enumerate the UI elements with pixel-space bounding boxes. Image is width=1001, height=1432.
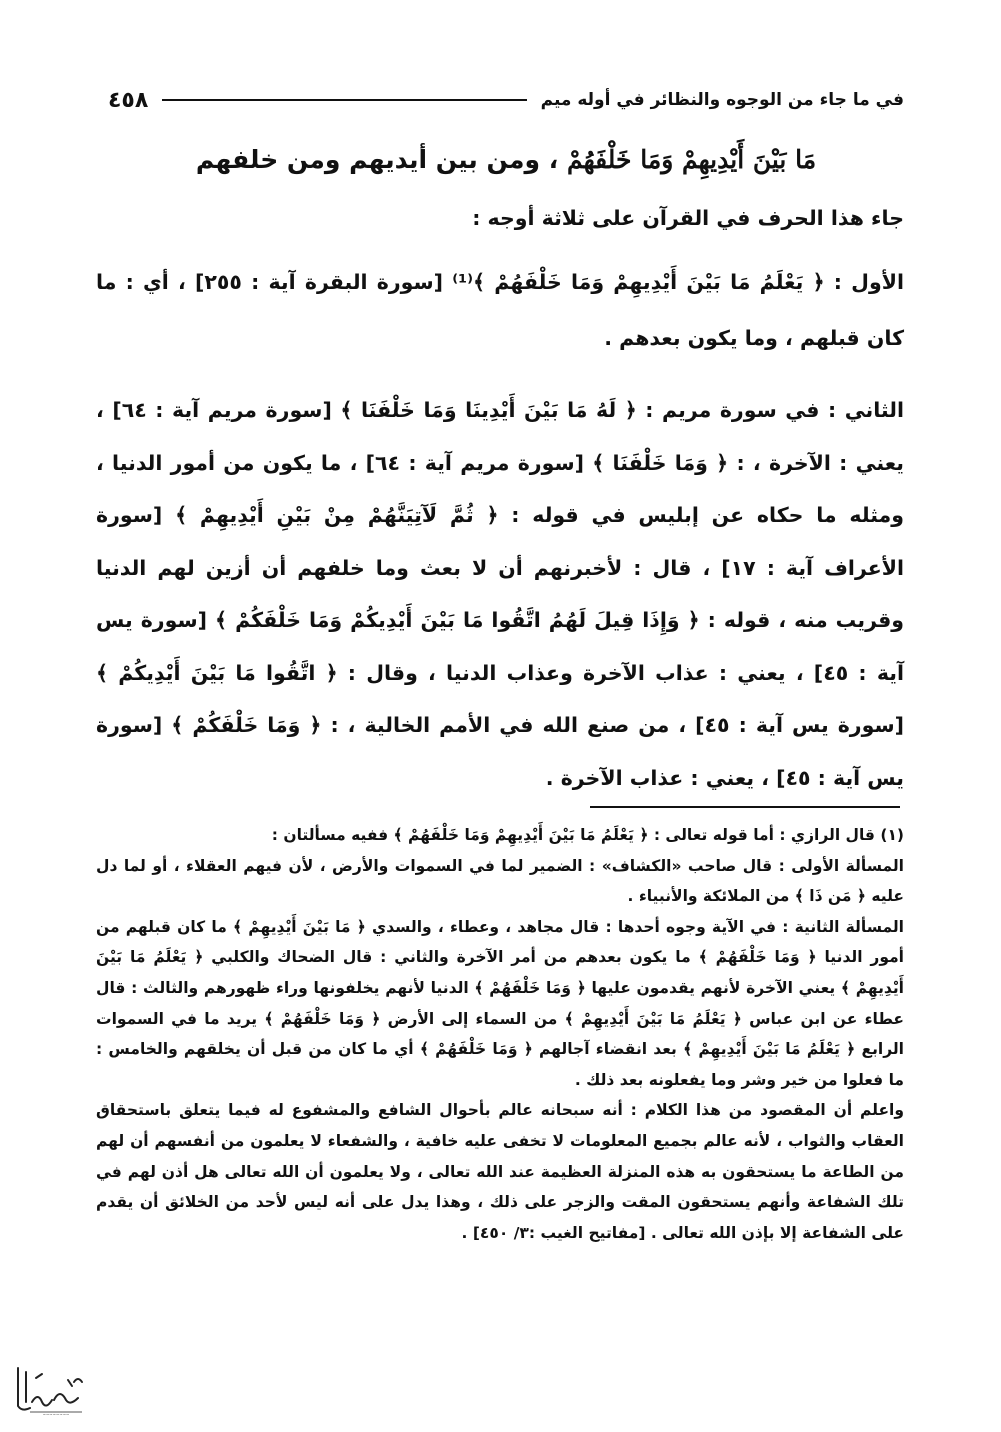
footnotes — [96, 820, 904, 1248]
main-text — [96, 196, 904, 804]
footnote-line: المسألة الثانية : في الآية وجوه أحدها : قال مجاهد ، وعطاء ، والسدي ﴿ مَا بَيْنَ أَيْدِيهِمْ ﴾ ما كان قبلهم من أمور الدنيا ﴿ وَمَا خَلْفَهُمْ ﴾ ما يكون بعدهم من أمر الآخرة والثاني : قال الضحاك والكلبي ﴿ يَعْلَمُ مَا بَيْنَ أَيْدِيهِمْ ﴾ يعني الآخرة لأنهم يقدمون عليها ﴿ وَمَا خَلْفَهُمْ ﴾ الدنيا لأنهم يخلفونها وراء ظهورهم والثالث : قال عطاء عن ابن عباس ﴿ يَعْلَمُ مَا بَيْنَ أَيْدِيهِمْ ﴾ من السماء إلى الأرض ﴿ وَمَا خَلْفَهُمْ ﴾ يريد ما في السموات الرابع ﴿ يَعْلَمُ مَا بَيْنَ أَيْدِيهِمْ ﴾ بعد انقضاء آجالهم ﴿ وَمَا خَلْفَهُمْ ﴾ أي ما كان من قبل أن يخلقهم والخامس : ما فعلوا من خير وشر وما يفعلونه بعد ذلك . — [96, 917, 904, 1089]
footnote-line: المسألة الأولى : قال صاحب «الكشاف» : الضمير لما في السموات والأرض ، لأن فيهم العقلاء ، أو لما دل عليه ﴿ مَن ذَا ﴾ من الملائكة والأنبياء . — [96, 856, 904, 906]
footnote-line: واعلم أن المقصود من هذا الكلام : أنه سبحانه عالم بأحوال الشافع والمشفوع له فيما يتعلق باستحقاق العقاب والثواب ، لأنه عالم بجميع المعلومات لا تخفى عليه خافية ، والشفعاء لا يعلمون من أنفسهم أن لهم من الطاعة ما يستحقون به هذه المنزلة العظيمة عند الله تعالى ، ولا يعلمون أن الله تعالى هل أذن لهم في تلك الشفاعة وأنهم يستحقون المقت والزجر على ذلك ، وهذا يدل على أنه ليس لأحد من الخلائق أن يقدم على الشفاعة إلا بإذن الله تعالى . [مفاتيح الغيب :٣/ ٤٥٠] . — [96, 1101, 904, 1242]
running-header-title: في ما جاء من الوجوه والنظائر في أوله ميم — [540, 90, 904, 110]
footnote-line: (١) قال الرازي : أما قوله تعالى : ﴿ يَعْلَمُ مَا بَيْنَ أَيْدِيهِمْ وَمَا خَلْفَهُمْ ﴾ ففيه مسألتان : — [271, 826, 904, 844]
intro-line: جاء هذا الحرف في القرآن على ثلاثة أوجه : — [472, 206, 904, 230]
header-rule — [162, 99, 526, 101]
section-heading — [108, 138, 904, 182]
watermark-logo — [8, 1362, 90, 1418]
running-header — [108, 86, 904, 114]
page-number: ٤٥٨ — [108, 87, 149, 113]
paragraph-second-meaning: الثاني : في سورة مريم : ﴿ لَهُ مَا بَيْنَ أَيْدِينَا وَمَا خَلْفَنَا ﴾ [سورة مريم آية : ٦٤] ، يعني : الآخرة ، : ﴿ وَمَا خَلْفَنَا ﴾ [سورة مريم آية : ٦٤] ، ما يكون من أمور الدنيا ، ومثله ما حكاه عن إبليس في قوله : ﴿ ثُمَّ لَآتِيَنَّهُمْ مِنْ بَيْنِ أَيْدِيهِمْ ﴾ [سورة الأعراف آية : ١٧] ، قال : لأخبرنهم أن لا بعث وما خلفهم أن أزين لهم الدنيا وقريب منه ، قوله : ﴿ وَإِذَا قِيلَ لَهُمُ اتَّقُوا مَا بَيْنَ أَيْدِيكُمْ وَمَا خَلْفَكُمْ ﴾ [سورة يس آية : ٤٥] ، يعني : عذاب الآخرة وعذاب الدنيا ، وقال : ﴿ اتَّقُوا مَا بَيْنَ أَيْدِيكُمْ ﴾ [سورة يس آية : ٤٥] ، من صنع الله في الأمم الخالية ، : ﴿ وَمَا خَلْفَكُمْ ﴾ [سورة يس آية : ٤٥] ، يعني : عذاب الآخرة . — [96, 398, 904, 790]
footnote-separator — [590, 806, 900, 808]
heading-rest: ، ومن بين أيديهم ومن خلفهم — [195, 145, 559, 174]
heading-quran-phrase: مَا بَيْنَ أَيْدِيهِمْ وَمَا خَلْفَهُمْ — [566, 145, 817, 174]
svg-text:~~~~~~~~: ~~~~~~~~ — [42, 1412, 70, 1417]
paragraph-first-meaning: الأول : ﴿ يَعْلَمُ مَا بَيْنَ أَيْدِيهِمْ وَمَا خَلْفَهُمْ ﴾⁽¹⁾ [سورة البقرة آية : ٢٥٥] ، أي : ما كان قبلهم ، وما يكون بعدهم . — [96, 270, 905, 350]
